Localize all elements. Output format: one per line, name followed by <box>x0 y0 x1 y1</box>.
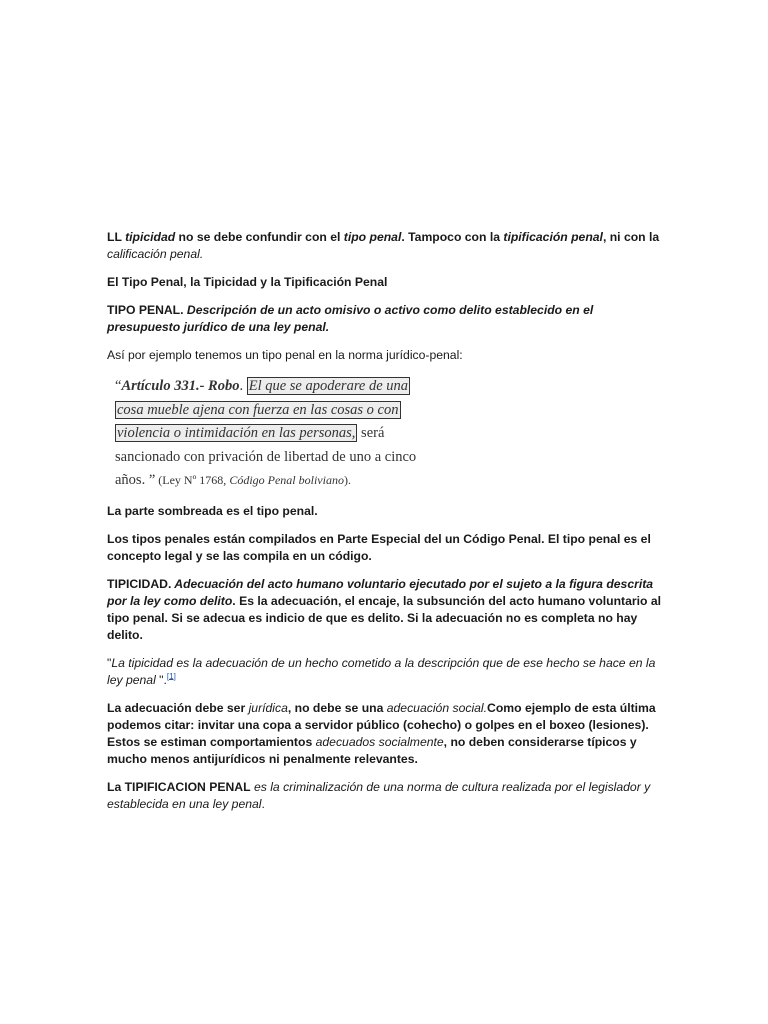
shaded-text-2: cosa mueble ajena con fuerza en las cosas o con <box>117 401 399 418</box>
footnote-ref[interactable] <box>167 671 176 680</box>
article-title: Artículo 331.- Robo <box>121 378 240 394</box>
tipificacion-paragraph: La TIPIFICACION PENAL es la criminalización de una norma de cultura realizada por el legislador y establecida en una ley penal. <box>107 779 651 811</box>
shaded-note: La parte sombreada es el tipo penal. <box>107 503 318 518</box>
quote-line-5: años. ” (Ley Nº 1768, Código Penal boliviano). <box>115 472 351 488</box>
shaded-text-1: El que se apoderare de una <box>248 378 409 394</box>
tipicidad-paragraph: TIPICIDAD. Adecuación del acto humano voluntario ejecutado por el sujeto a la figura descrita por la ley como delito. Es la adecuación, el encaje, la subsunción del acto humano voluntario al tipo penal. Si se adecua es indicio de que es delito. Si la adecuación no es completa no hay delito. <box>107 576 662 642</box>
quote-line-3: violencia o intimidación en las personas, será <box>117 425 385 441</box>
adecuacion-paragraph: La adecuación debe ser jurídica, no debe se una adecuación social.Como ejemplo de esta última podemos citar: invitar una copa a servidor público (cohecho) o golpes en el boxeo (lesiones). Estos se estiman comportamientos adecuados socialmente, no deben considerarse típicos y mucho menos antijurídicos ni penalmente relevantes. <box>107 700 656 766</box>
shaded-text-3: violencia o intimidación en las personas, <box>117 425 356 441</box>
tipicidad-label: TIPICIDAD. <box>107 576 172 591</box>
intro-paragraph: LL tipicidad no se debe confundir con el tipo penal. Tampoco con la tipificación penal, ni con la calificación penal. <box>107 230 660 261</box>
example-intro: Así por ejemplo tenemos un tipo penal en la norma jurídico-penal: <box>107 348 463 362</box>
term-tipo-penal: tipo penal <box>343 230 402 244</box>
quote-line-4: sancionado con privación de libertad de uno a cinco <box>115 448 417 465</box>
tipificacion-label: TIPIFICACION PENAL <box>124 779 251 794</box>
tipificacion-definition: es la criminalización de una norma de cultura realizada por el legislador y establecida en una ley penal <box>107 779 651 811</box>
tipo-penal-label: TIPO PENAL. <box>107 303 184 317</box>
section-heading: El Tipo Penal, la Tipicidad y la Tipificación Penal <box>107 275 388 289</box>
term-tipicidad: tipicidad <box>125 230 176 244</box>
quote-line-2 <box>115 399 460 423</box>
term-tipificacion: tipificación penal <box>503 230 603 244</box>
tipicidad-quote: "La tipicidad es la adecuación de un hecho cometido a la descripción que de ese hecho se hace en la ley penal ".[1] <box>107 655 656 687</box>
tipicidad-definition: Adecuación del acto humano voluntario ejecutado por el sujeto a la figura descrita por la ley como delito <box>107 576 654 608</box>
document-body <box>107 229 662 824</box>
footnote-link[interactable]: [1] <box>166 671 176 681</box>
tipo-penal-definition: Descripción de un acto omisivo o activo como delito establecido en el presupuesto jurídico de una ley penal. <box>107 303 594 334</box>
quote-line-1: “Artículo 331.- Robo. El que se apoderare de una <box>115 378 409 394</box>
tipo-penal-paragraph <box>107 302 662 336</box>
quote-citation: (Ley Nº 1768, Código Penal boliviano). <box>155 473 351 487</box>
term-calificacion: calificación penal. <box>107 247 204 261</box>
tipos-paragraph: Los tipos penales están compilados en Parte Especial del un Código Penal. El tipo penal es el concepto legal y se las compila en un código. <box>107 531 651 563</box>
article-quote-image <box>115 375 460 493</box>
